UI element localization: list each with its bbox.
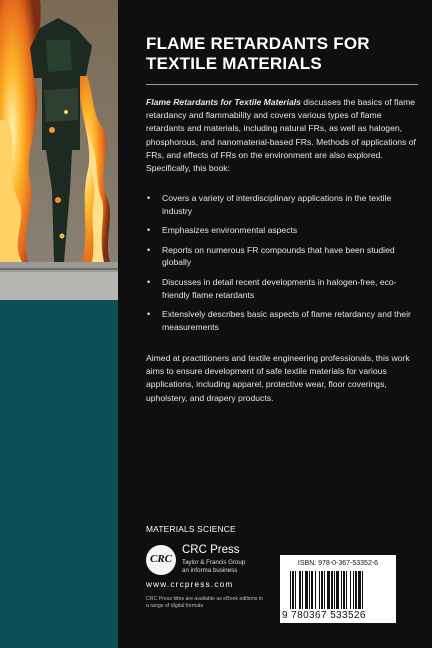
bullet-icon: • [147, 276, 151, 287]
list-item-text: Emphasizes environmental aspects [162, 225, 298, 236]
intro-paragraph [146, 96, 418, 175]
list-item-text: Covers a variety of interdisciplinary applications in the textile industry [162, 193, 392, 216]
isbn-barcode [280, 555, 396, 623]
bullet-icon: • [147, 193, 151, 203]
publisher-group [182, 559, 245, 575]
list-item [146, 276, 418, 301]
publisher-group-line-1: Taylor & Francis Group [182, 559, 246, 566]
burning-garment-photo [0, 0, 118, 300]
ebook-availability-note: CRC Press titles are available as eBook editions in a range of digital formats [146, 596, 263, 610]
list-item [146, 224, 418, 237]
title-line-1: FLAME RETARDANTS FOR [146, 34, 370, 53]
list-item-text: Reports on numerous FR compounds that have been studied globally [162, 244, 395, 268]
intro-book-title: Flame Retardants for Textile Materials [146, 97, 301, 107]
list-item-text: Extensively describes basic aspects of flame retardancy and their measurements [162, 309, 411, 332]
audience-paragraph: Aimed at practitioners and textile engineering professionals, this work aims to ensure development of safe textile materials for various applications, including apparel, protective wear, floor coverings, upholstery, and drapery products. [146, 353, 410, 403]
book-title [146, 34, 416, 74]
subject-category: MATERIALS SCIENCE [146, 524, 236, 534]
barcode-bars-icon [290, 571, 386, 609]
bullet-icon: • [147, 309, 151, 320]
text-panel [118, 0, 432, 648]
bullet-icon: • [147, 225, 151, 236]
intro-text: discusses the basics of flame retardancy and flammability and covers various types of flame retardants and materials, including natural FRs, as well as halogen, phosphorous, and nanomaterial-based FRs. Methods of applications of FRs, and effects of FRs on the environment are also explored. Specifically, this book: [146, 97, 416, 174]
publisher-url: www.crcpress.com [146, 580, 234, 589]
feature-list [146, 192, 418, 340]
barcode-number: 9 780367 533526 [282, 610, 366, 621]
teal-color-strip [0, 300, 118, 648]
crc-logo-mark: CRC [149, 553, 172, 565]
list-item [146, 244, 418, 269]
isbn-label: ISBN: 978-0-367-53352-6 [297, 560, 379, 567]
publisher-name: CRC Press [182, 544, 240, 556]
title-divider [146, 84, 418, 85]
bullet-icon: • [147, 244, 151, 255]
title-line-2: TEXTILE MATERIALS [146, 54, 322, 73]
list-item [146, 192, 418, 217]
publisher-group-line-2: an informa business [182, 567, 238, 574]
crc-press-logo [146, 545, 176, 575]
list-item-text: Discusses in detail recent developments in halogen-free, eco-friendly flame retardants [162, 276, 397, 300]
list-item [146, 308, 418, 333]
